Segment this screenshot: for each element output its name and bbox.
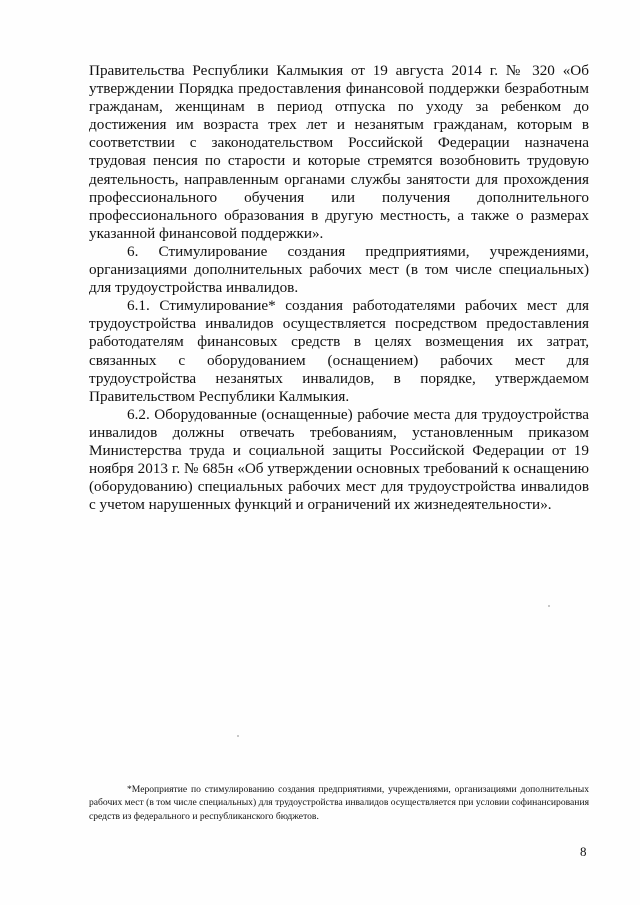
page-number: 8 [580,844,587,859]
paragraph-section-6: 6. Стимулирование создания предприятиями, учреждениями, организациями дополнительных рабочих мест (в том числе специальных) для трудоустройства инвалидов. [89,242,589,297]
scan-speck [548,605,550,607]
footnote [89,783,589,823]
scan-speck [237,735,239,737]
paragraph-section-6-2: 6.2. Оборудованные (оснащенные) рабочие места для трудоустройства инвалидов должны отвечать требованиям, установленным приказом Министерства труда и социальной защиты Российской Федерации от 19 ноября 2013 г. № 685н «Об утверждении основных требований к оснащению (оборудованию) специальных рабочих мест для трудоустройства инвалидов с учетом нарушенных функций и ограничений их жизнедеятельности». [89,405,589,514]
document-body [89,62,589,514]
paragraph-continuation: Правительства Республики Калмыкия от 19 августа 2014 г. № 320 «Об утверждении Порядка предоставления финансовой поддержки безработным гражданам, женщинам в период отпуска по уходу за ребенком до достижения им возраста трех лет и незанятым гражданам, которым в соответствии с законодательством Российской Федерации назначена трудовая пенсия по старости и которые стремятся возобновить трудовую деятельность, направленным органами службы занятости для прохождения профессионального обучения или получения дополнительного профессионального образования в другую местность, а также о размерах указанной финансовой поддержки». [89,62,589,242]
footnote-text: *Мероприятие по стимулированию создания предприятиями, учреждениями, организациями дополнительных рабочих мест (в том числе специальных) для трудоустройства инвалидов осуществляется при условии софинансирования средств из федерального и республиканского бюджетов. [89,784,589,822]
paragraph-section-6-1: 6.1. Стимулирование* создания работодателями рабочих мест для трудоустройства инвалидов осуществляется посредством предоставления работодателям финансовых средств в целях возмещения их затрат, связанных с оборудованием (оснащением) рабочих мест для трудоустройства незанятых инвалидов, в порядке, утверждаемом Правительством Республики Калмыкия. [89,297,589,405]
